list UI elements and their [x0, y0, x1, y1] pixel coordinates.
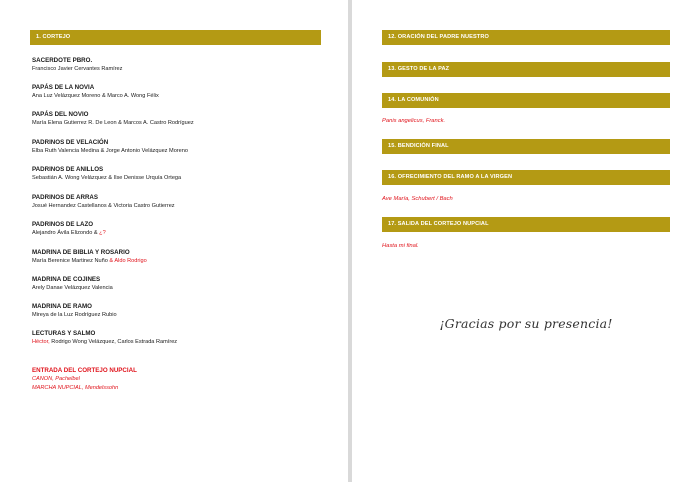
entry-role: PADRINOS DE ARRAS	[32, 194, 99, 201]
entry-lecturas-salmo	[32, 329, 332, 347]
section-bar-salida: 17. SALIDA DEL CORTEJO NUPCIAL	[382, 217, 670, 232]
entry-names	[32, 257, 332, 266]
salida-music: Hasta mi final.	[382, 243, 419, 249]
entry-role: LECTURAS Y SALMO	[32, 330, 96, 337]
entrada-cortejo	[32, 366, 332, 393]
entry-names	[32, 229, 332, 238]
entry-names-pending: ¿?	[99, 230, 106, 236]
entry-names: María Elena Gutierrez R. De Leon & Marcos A. Castro Rodríguez	[32, 120, 194, 126]
left-page	[0, 0, 348, 482]
entry-names: Francisco Javier Cervantes Ramírez	[32, 66, 123, 72]
section-bar-cortejo: 1. CORTEJO	[30, 30, 321, 45]
entry-names: Arely Danae Velázquez Valencia	[32, 285, 113, 291]
section-bar-padre-nuestro: 12. ORACIÓN DEL PADRE NUESTRO	[382, 30, 670, 45]
right-page	[352, 0, 700, 482]
section-bar-comunion: 14. LA COMUNIÓN	[382, 93, 670, 108]
entrada-music-1: CANON, Pachelbel	[32, 376, 80, 382]
entry-madrina-cojines	[32, 275, 332, 293]
entry-names-text: María Berenice Martinez Nuño	[32, 258, 110, 264]
entry-padrinos-anillos	[32, 165, 332, 183]
ramo-music: Ave María, Schubert / Bach	[382, 196, 453, 202]
entry-role: PADRINOS DE ANILLOS	[32, 166, 104, 173]
entry-padrinos-arras	[32, 193, 332, 211]
entry-names: Josué Hernandez Castellanos & Victoria Castro Gutierrez	[32, 203, 175, 209]
entry-padrinos-velacion	[32, 138, 332, 156]
entrada-music-2: MARCHA NUPCIAL, Mendelssohn	[32, 385, 119, 391]
entry-role: MADRINA DE RAMO	[32, 303, 92, 310]
entry-names-pending: Héctor,	[32, 339, 50, 345]
entry-role: PADRINOS DE VELACIÓN	[32, 139, 109, 146]
entry-names: Sebastián A. Wong Velázquez & Ilse Denisse Urquía Ortega	[32, 175, 182, 181]
entry-names-text: Alejandro Ávila Elizondo &	[32, 230, 100, 236]
entry-role: SACERDOTE PBRO.	[32, 57, 93, 64]
entrada-title: ENTRADA DEL CORTEJO NUPCIAL	[32, 367, 137, 374]
entry-papas-novio	[32, 110, 332, 128]
section-bar-bendicion: 15. BENDICIÓN FINAL	[382, 139, 670, 154]
entry-madrina-ramo	[32, 302, 332, 320]
entry-sacerdote	[32, 56, 332, 74]
entry-names	[32, 338, 332, 347]
entry-padrinos-lazo	[32, 220, 332, 238]
entry-role: MADRINA DE COJINES	[32, 276, 101, 283]
entry-role: PADRINOS DE LAZO	[32, 221, 94, 228]
section-bar-gesto-paz: 13. GESTO DE LA PAZ	[382, 62, 670, 77]
comunion-music: Panis angelicus, Franck.	[382, 118, 446, 124]
entry-role: MADRINA DE BIBLIA Y ROSARIO	[32, 249, 130, 256]
entry-papas-novia	[32, 83, 332, 101]
entry-names: Elba Ruth Valencia Medina & Jorge Antonio Velázquez Moreno	[32, 148, 188, 154]
entry-madrina-biblia	[32, 248, 332, 266]
section-bar-ramo-virgen: 16. OFRECIMIENTO DEL RAMO A LA VIRGEN	[382, 170, 670, 185]
entry-names: Ana Luz Velázquez Moreno & Marco A. Wong Félix	[32, 93, 159, 99]
thanks-message: ¡Gracias por su presencia!	[439, 316, 613, 331]
entry-names: Mireya de la Luz Rodríguez Rubio	[32, 312, 117, 318]
entry-role: PAPÁS DE LA NOVIA	[32, 84, 95, 91]
entry-role: PAPÁS DEL NOVIO	[32, 111, 89, 118]
entry-names-pending: & Aldo Rodrigo	[109, 258, 147, 264]
entry-names-text: Rodrigo Wong Velázquez, Carlos Estrada Ramírez	[49, 339, 178, 345]
